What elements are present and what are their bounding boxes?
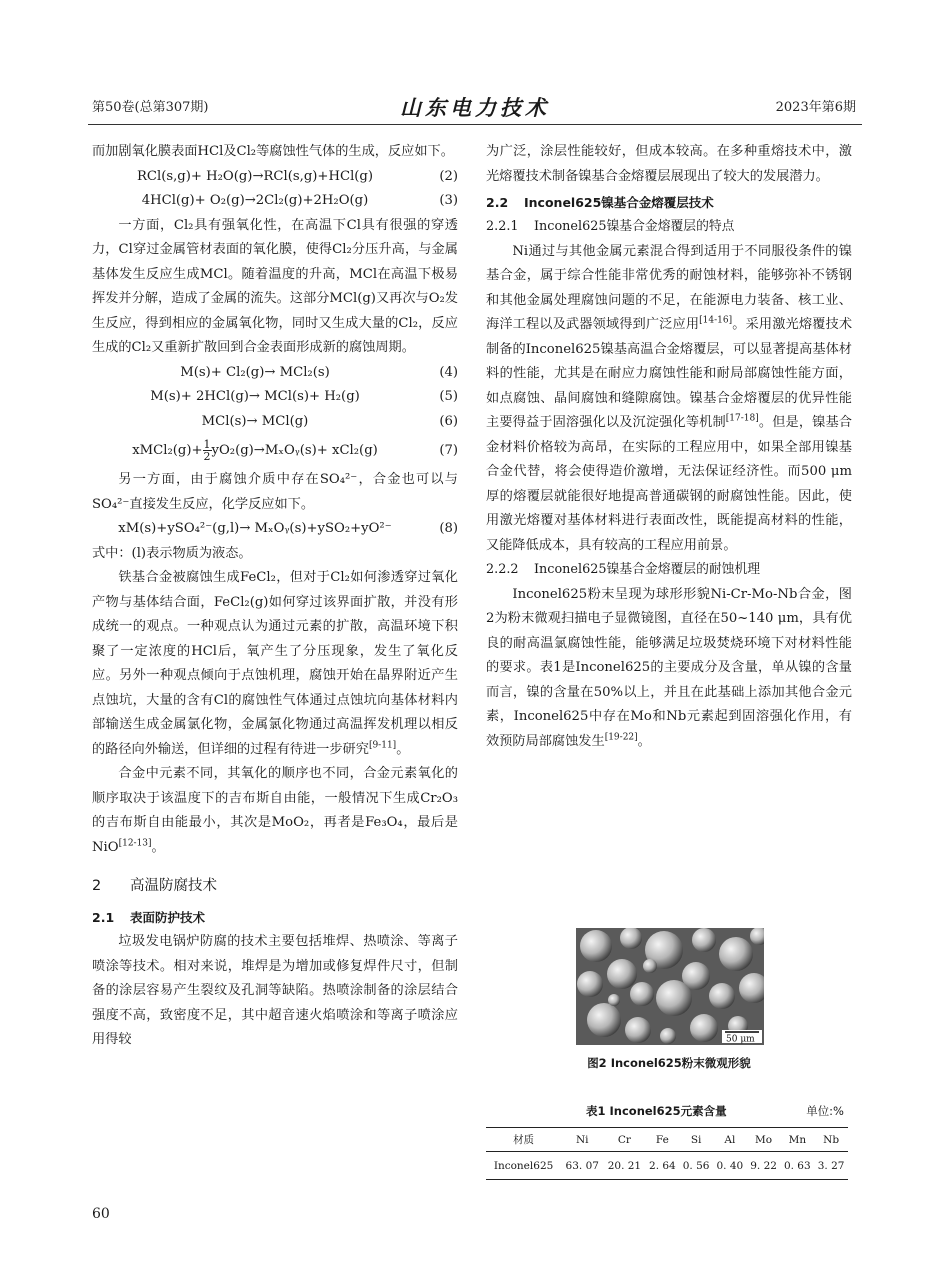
equation-3: 4HCl(g)+ O₂(g)→2Cl₂(g)+2H₂O(g) (3) [141, 193, 458, 208]
table-cell: 0. 63 [783, 1159, 811, 1172]
equation-5: M(s)+ 2HCl(g)→ MCl(s)+ H₂(g) (5) [150, 389, 458, 404]
paragraph: 铁基合金被腐蚀生成FeCl₂，但对于Cl₂如何渗透穿过氧化产物与基体结合面，FeCl₂(g)如何穿过该界面扩散，并没有形成统一的观点。一种观点认为通过元素的扩散，高温环境下积聚了一定浓度的HCl后，氧产生了分压现象，发生了氧化反应。另外一种观点倾向于点蚀机理，腐蚀开始在晶界附近产生点蚀坑，大量的含有Cl的腐蚀性气体通过点蚀坑向基体材料内部输送生成金属氯化物，金属氯化物通过高温挥发机理以相反的路径向外输送，但详细的过程有待进一步研究[9-11]。 [92, 570, 458, 757]
paragraph: 式中：(l)表示物质为液态。 [92, 545, 252, 561]
table-cell: 9. 22 [750, 1159, 777, 1172]
journal-title: 山东电力技术 [400, 95, 550, 120]
paragraph: 而加剧氧化膜表面HCl及Cl₂等腐蚀性气体的生成，反应如下。 [92, 144, 454, 159]
table-cell: 3. 27 [817, 1159, 845, 1172]
header-volume: 第50卷(总第307期) [92, 100, 209, 115]
table-header: Mo [755, 1133, 773, 1146]
table-cell: 0. 40 [716, 1159, 744, 1172]
paragraph: 垃圾发电锅炉防腐的技术主要包括堆焊、热喷涂、等离子喷涂等技术。相对来说，堆焊是为增加或修复焊件尺寸，但制备的涂层容易产生裂纹及孔洞等缺陷。热喷涂制备的涂层结合强度不高，致密度不足，其中超音速火焰喷涂和等离子喷涂应用得较 [92, 934, 458, 1047]
subsubsection-heading: 2.2.2 Inconel625镍基合金熔覆层的耐蚀机理 [486, 562, 761, 577]
figure-caption: 图2 Inconel625粉末微观形貌 [587, 1056, 751, 1070]
subsubsection-heading: 2.2.1 Inconel625镍基合金熔覆层的特点 [486, 219, 735, 234]
citation: [17-18] [725, 413, 759, 424]
section-heading: 2 高温防腐技术 [92, 878, 217, 894]
citation: [9-11] [368, 740, 397, 751]
table-cell: 2. 64 [649, 1159, 676, 1172]
table-header: Fe [655, 1133, 669, 1146]
subsection-heading: 2.1 表面防护技术 [92, 910, 206, 925]
equation-6: MCl(s)→ MCl(g) (6) [201, 413, 458, 429]
table-header: Nb [823, 1133, 840, 1146]
table-header-row [486, 1128, 848, 1152]
table-cell: Inconel625 [493, 1159, 554, 1172]
scale-bar-label: 50 μm [726, 1034, 755, 1045]
table-row [486, 1152, 848, 1180]
table-unit: 单位:% [806, 1104, 844, 1118]
paragraph: 一方面，Cl₂具有强氧化性，在高温下Cl具有很强的穿透力，Cl穿过金属管材表面的氧化膜，使得Cl₂分压升高，与金属基体发生反应生成MCl。随着温度的升高，MCl在高温下极易挥发并分解，造成了金属的流失。这部分MCl(g)又再次与O₂发生反应，得到相应的金属氧化物，同时又生成大量的Cl₂，反应生成的Cl₂又重新扩散回到合金表面形成新的腐蚀周期。 [92, 217, 458, 355]
sem-micrograph [576, 928, 764, 1045]
paragraph: 另一方面，由于腐蚀介质中存在SO₄²⁻，合金也可以与SO₄²⁻直接发生反应，化学反应如下。 [92, 472, 458, 512]
equation-7: xMCl₂(g)+ $\frac{1}{2}$ yO₂(g)→MₓOᵧ(s)+ xCl₂(g) (7) [132, 437, 458, 463]
table-header: Si [690, 1133, 702, 1146]
page-number: 60 [92, 1206, 110, 1222]
paragraph: Ni通过与其他金属元素混合得到适用于不同服役条件的镍基合金，属于综合性能非常优秀的耐蚀材料，能够弥补不锈钢和其他金属处理腐蚀问题的不足，在能源电力装备、核工业、海洋工程以及武器领域得到广泛应用[14-16]。采用激光熔覆技术制备的Inconel625镍基高温合金熔覆层，可以显著提高基体材料的性能，尤其是在耐应力腐蚀性能和耐局部腐蚀性能方面，如点腐蚀、晶间腐蚀和缝隙腐蚀。镍基合金熔覆层的优异性能主要得益于固溶强化以及沉淀强化等机制[17-18]。但是，镍基合金材料价格较为高昂，在实际的工程应用中，如果全部用镍基合金代替，将会使得造价激增，无法保证经济性。而500 μm厚的熔覆层就能很好地提高普通碳钢的耐腐蚀性能。因此，使用激光熔覆对基体材料进行表面改性，既能提高材料的性能，又能降低成本，具有较高的工程应用前景。 [486, 243, 852, 553]
table-cell: 20. 21 [607, 1159, 642, 1172]
table-cell: 63. 07 [565, 1159, 599, 1172]
citation: [12-13] [118, 838, 152, 849]
table-cell: 0. 56 [682, 1159, 710, 1172]
table-caption: 表1 Inconel625元素含量 [586, 1104, 727, 1118]
citation: [14-16] [699, 315, 733, 326]
right-column [486, 140, 852, 754]
table-header: Cr [617, 1133, 631, 1146]
table-header: Ni [575, 1133, 589, 1146]
paragraph: 合金中元素不同，其氧化的顺序也不同，合金元素氧化的顺序取决于该温度下的吉布斯自由能，一般情况下生成Cr₂O₃的吉布斯自由能最小，其次是MoO₂，再者是Fe₃O₄，最后是NiO[12-13]。 [92, 766, 458, 855]
table-header: 材质 [513, 1134, 535, 1146]
composition-table [486, 1127, 848, 1180]
header-rule [88, 124, 862, 125]
subsection-heading: 2.2 Inconel625镍基合金熔覆层技术 [486, 195, 714, 210]
left-column [92, 140, 458, 1053]
equation-2: RCl(s,g)+ H₂O(g)→RCl(s,g)+HCl(g) (2) [136, 168, 458, 184]
paragraph: Inconel625粉末呈现为球形形貌Ni-Cr-Mo-Nb合金，图2为粉末微观扫描电子显微镜图，直径在50~140 μm，具有优良的耐高温氯腐蚀性能，能够满足垃圾焚烧环境下对材料性能的要求。表1是Inconel625的主要成分及含量，单从镍的含量而言，镍的含量在50%以上，并且在此基础上添加其他合金元素，Inconel625中存在Mo和Nb元素起到固溶强化作用，有效预防局部腐蚀发生[19-22]。 [486, 586, 852, 749]
equation-8: xM(s)+ySO₄²⁻(g,l)→ MₓOᵧ(s)+ySO₂+yO²⁻ (8) [118, 521, 458, 536]
table-header: Al [724, 1133, 736, 1146]
header-issue: 2023年第6期 [775, 100, 856, 115]
equation-4: M(s)+ Cl₂(g)→ MCl₂(s) (4) [180, 364, 458, 380]
citation: [19-22] [604, 732, 638, 743]
table-header: Mn [788, 1133, 807, 1146]
paragraph: 为广泛，涂层性能较好，但成本较高。在多种重熔技术中，激光熔覆技术制备镍基合金熔覆层展现出了较大的发展潜力。 [486, 144, 852, 184]
